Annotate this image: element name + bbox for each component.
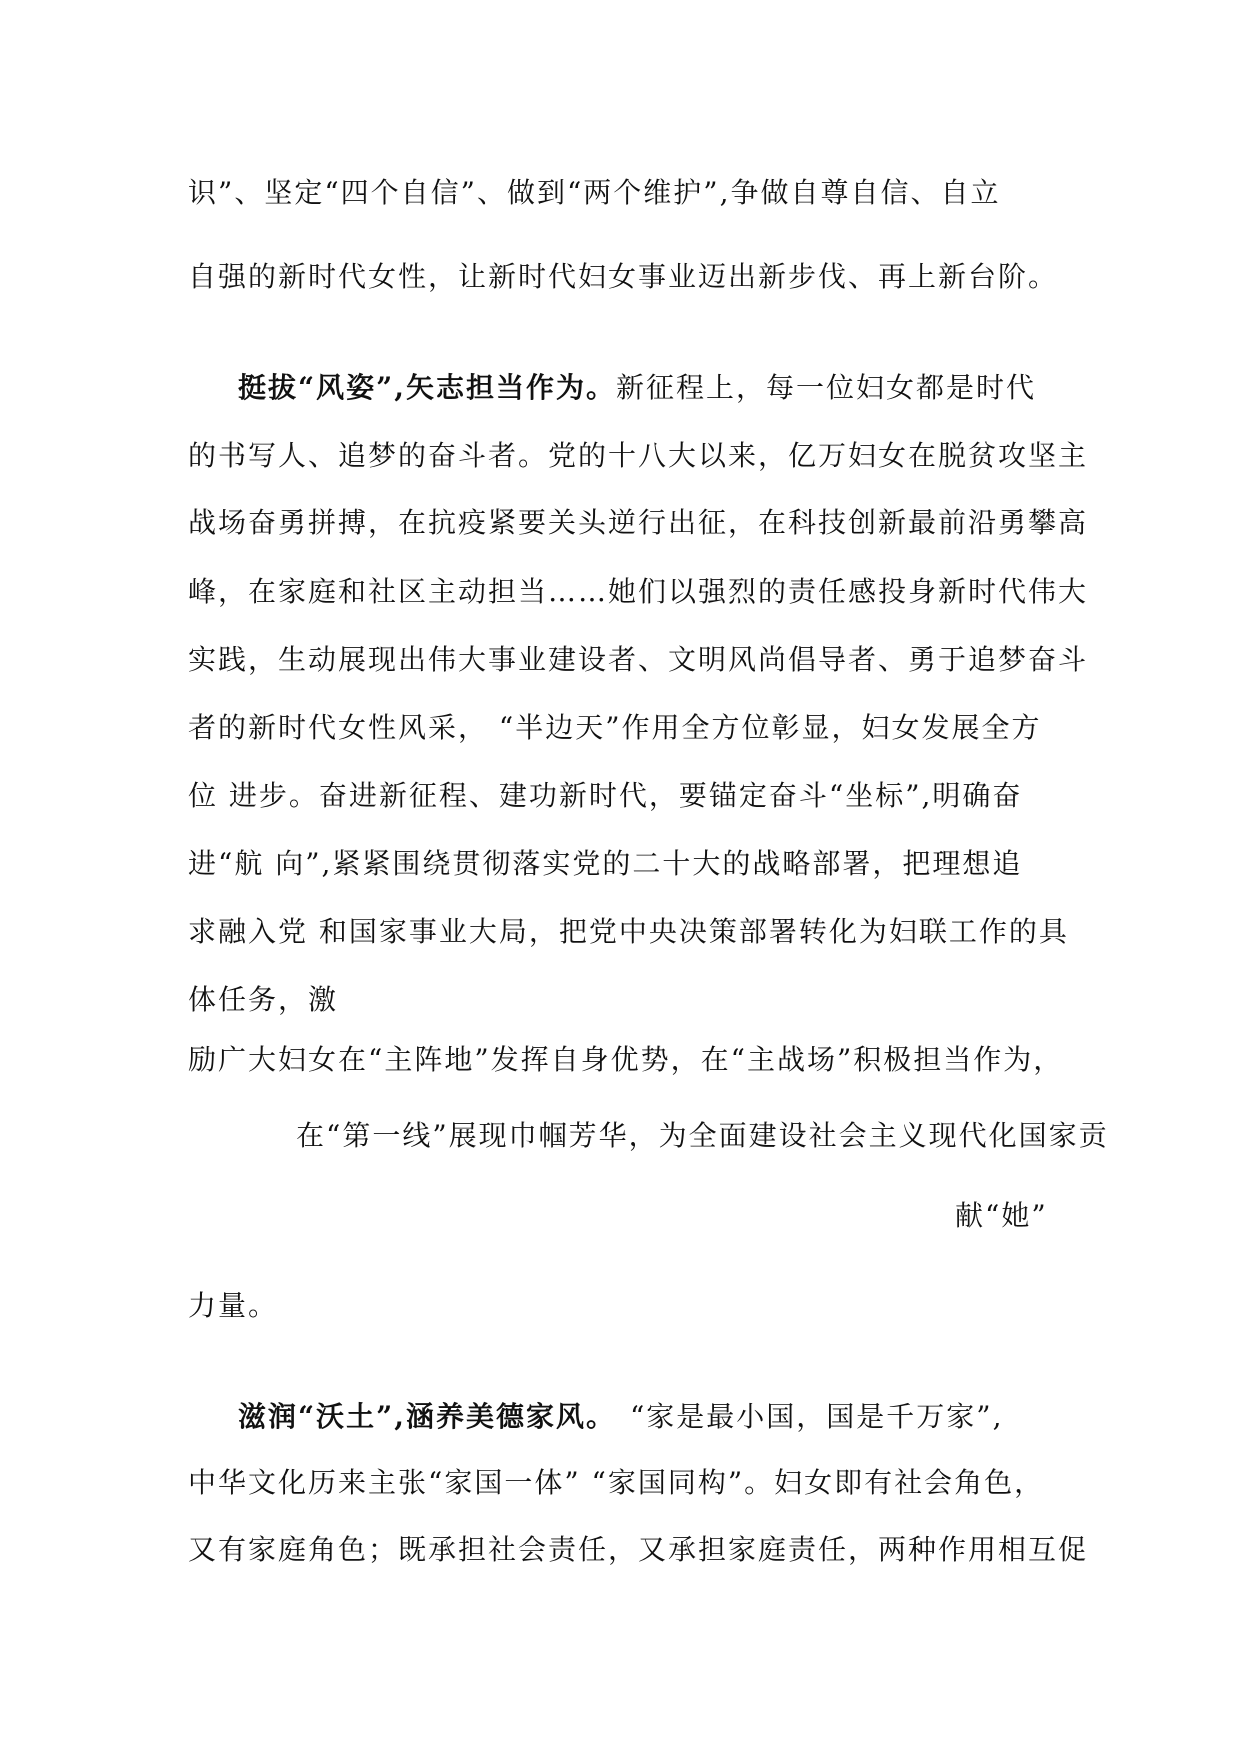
paragraph-line: 实践，生动展现出伟大事业建设者、文明风尚倡导者、勇于追梦奋斗: [188, 643, 1089, 676]
paragraph-line: [238, 368, 1036, 408]
paragraph-line: 位 进步。奋进新征程、建功新时代，要锚定奋斗“坐标”,明确奋: [188, 779, 1023, 812]
section-heading: 滋润“沃土”,涵养美德家风。: [238, 1400, 616, 1433]
paragraph-line: 求融入党 和国家事业大局，把党中央决策部署转化为妇联工作的具: [188, 915, 1069, 948]
paragraph-line: 中华文化历来主张“家国一体” “家国同构”。妇女即有社会角色，: [188, 1466, 1045, 1499]
paragraph-line: 者的新时代女性风采， “半边天”作用全方位彰显，妇女发展全方: [188, 711, 1042, 744]
paragraph-line: 识”、坚定“四个自信”、做到“两个维护”,争做自尊自信、自立: [188, 176, 1001, 209]
paragraph-line: 进“航 向”,紧紧围绕贯彻落实党的二十大的战略部署，把理想追: [188, 847, 1023, 880]
section-heading: 挺拔“风姿”,矢志担当作为。: [238, 371, 616, 404]
paragraph-line: 力量。: [188, 1289, 279, 1322]
paragraph-line: 战场奋勇拼搏，在抗疫紧要关头逆行出征，在科技创新最前沿勇攀高: [188, 506, 1089, 539]
paragraph-line: 又有家庭角色；既承担社会责任，又承担家庭责任，两种作用相互促: [188, 1533, 1089, 1566]
paragraph-line: 峰，在家庭和社区主动担当……她们以强烈的责任感投身新时代伟大: [188, 575, 1089, 608]
paragraph-text: “家是最小国，国是千万家”,: [629, 1400, 1004, 1433]
paragraph-line: 的书写人、追梦的奋斗者。党的十八大以来，亿万妇女在脱贫攻坚主: [188, 439, 1089, 472]
paragraph-text: 新征程上，每一位妇女都是时代: [615, 371, 1036, 404]
paragraph-line: 在“第一线”展现巾帼芳华，为全面建设社会主义现代化国家贡: [296, 1119, 1109, 1152]
paragraph-line: [238, 1397, 1004, 1437]
paragraph-line: 献“她”: [955, 1199, 1048, 1232]
paragraph-line: 体任务，激: [188, 983, 339, 1016]
paragraph-line: 励广大妇女在“主阵地”发挥自身优势，在“主战场”积极担当作为，: [188, 1043, 1064, 1076]
paragraph-line: 自强的新时代女性，让新时代妇女事业迈出新步伐、再上新台阶。: [188, 260, 1059, 293]
